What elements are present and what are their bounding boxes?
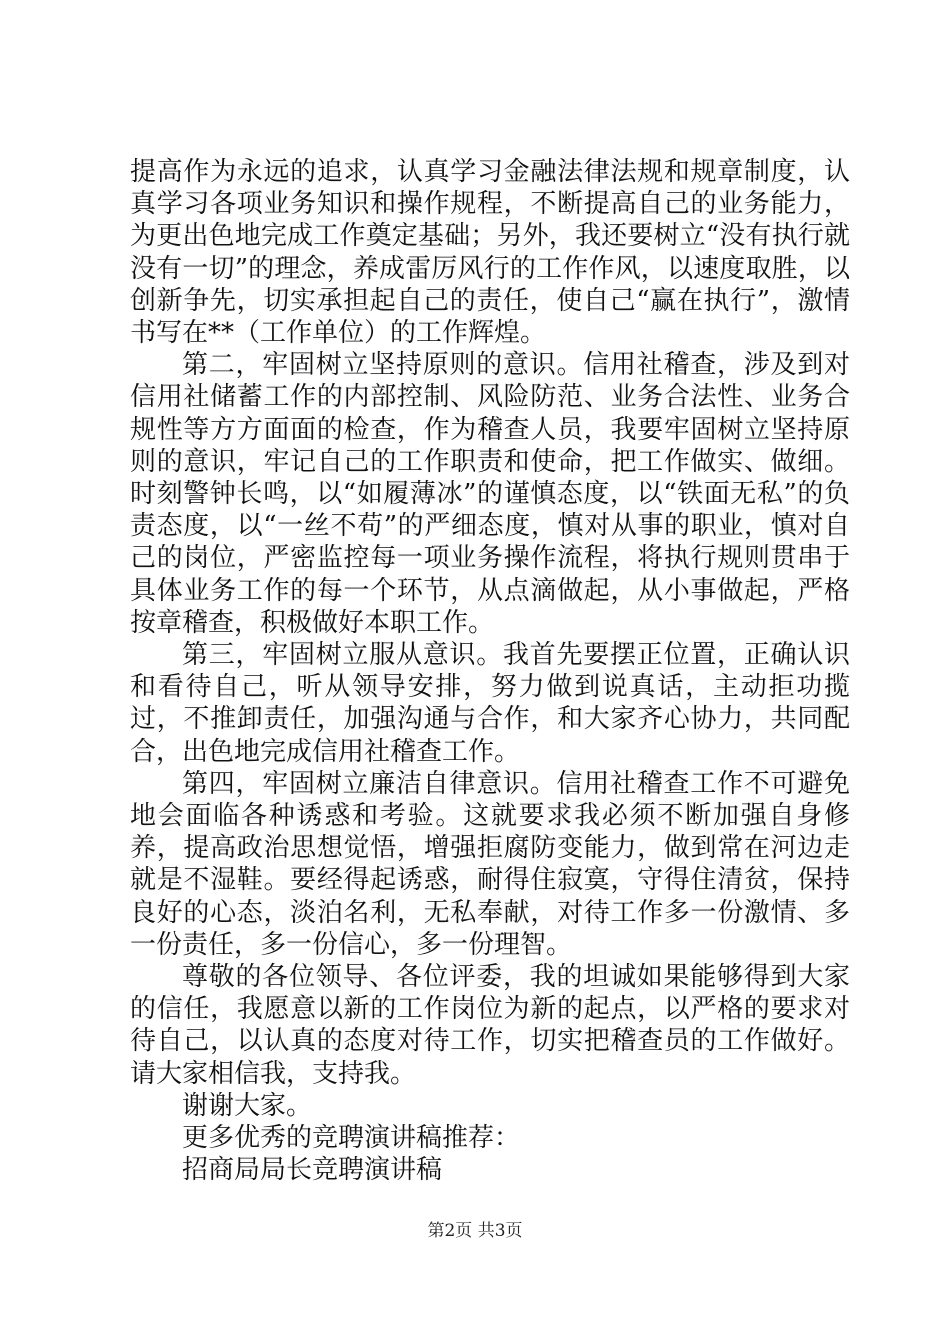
paragraph-continuation: 提高作为永远的追求，认真学习金融法律法规和规章制度，认真学习各项业务知识和操作规程，不断提高自己的业务能力，为更出色地完成工作奠定基础；另外，我还要树立“没有执行就没有一切”的理念，养成雷厉风行的工作作风，以速度取胜，以创新争先，切实承担起自己的责任，使自己“赢在执行”，激情书写在**（工作单位）的工作辉煌。 (130, 157, 850, 349)
document-body (130, 156, 850, 1187)
paragraph-point-two: 第二，牢固树立坚持原则的意识。信用社稽查，涉及到对信用社储蓄工作的内部控制、风险防范、业务合法性、业务合规性等方方面面的检查，作为稽查人员，我要牢固树立坚持原则的意识，牢记自己的工作职责和使命，把工作做实、做细。时刻警钟长鸣，以“如履薄冰”的谨慎态度，以“铁面无私”的负责态度，以“一丝不苟”的严细态度，慎对从事的职业，慎对自己的岗位，严密监控每一项业务操作流程，将执行规则贯串于具体业务工作的每一个环节，从点滴做起，从小事做起，严格按章稽查，积极做好本职工作。 (130, 350, 850, 638)
paragraph-point-three: 第三，牢固树立服从意识。我首先要摆正位置，正确认识和看待自己，听从领导安排，努力做到说真话，主动拒功揽过，不推卸责任，加强沟通与合作，和大家齐心协力，共同配合，出色地完成信用社稽查工作。 (130, 640, 850, 767)
paragraph-point-four: 第四，牢固树立廉洁自律意识。信用社稽查工作不可避免地会面临各种诱惑和考验。这就要求我必须不断加强自身修养，提高政治思想觉悟，增强拒腐防变能力，做到常在河边走就是不湿鞋。要经得起诱惑，耐得住寂寞，守得住清贫，保持良好的心态，淡泊名利，无私奉献，对待工作多一份激情、多一份责任，多一份信心，多一份理智。 (130, 768, 850, 960)
page-number-footer: 第2页 共3页 (427, 1221, 523, 1241)
paragraph-recommend-link: 招商局局长竞聘演讲稿 (182, 1155, 443, 1186)
paragraph-thanks: 谢谢大家。 (182, 1090, 313, 1121)
paragraph-closing: 尊敬的各位领导、各位评委，我的坦诚如果能够得到大家的信任，我愿意以新的工作岗位为新的起点，以严格的要求对待自己，以认真的态度对待工作，切实把稽查员的工作做好。请大家相信我，支持我。 (130, 962, 850, 1089)
paragraph-recommend-heading: 更多优秀的竞聘演讲稿推荐： (182, 1123, 521, 1154)
